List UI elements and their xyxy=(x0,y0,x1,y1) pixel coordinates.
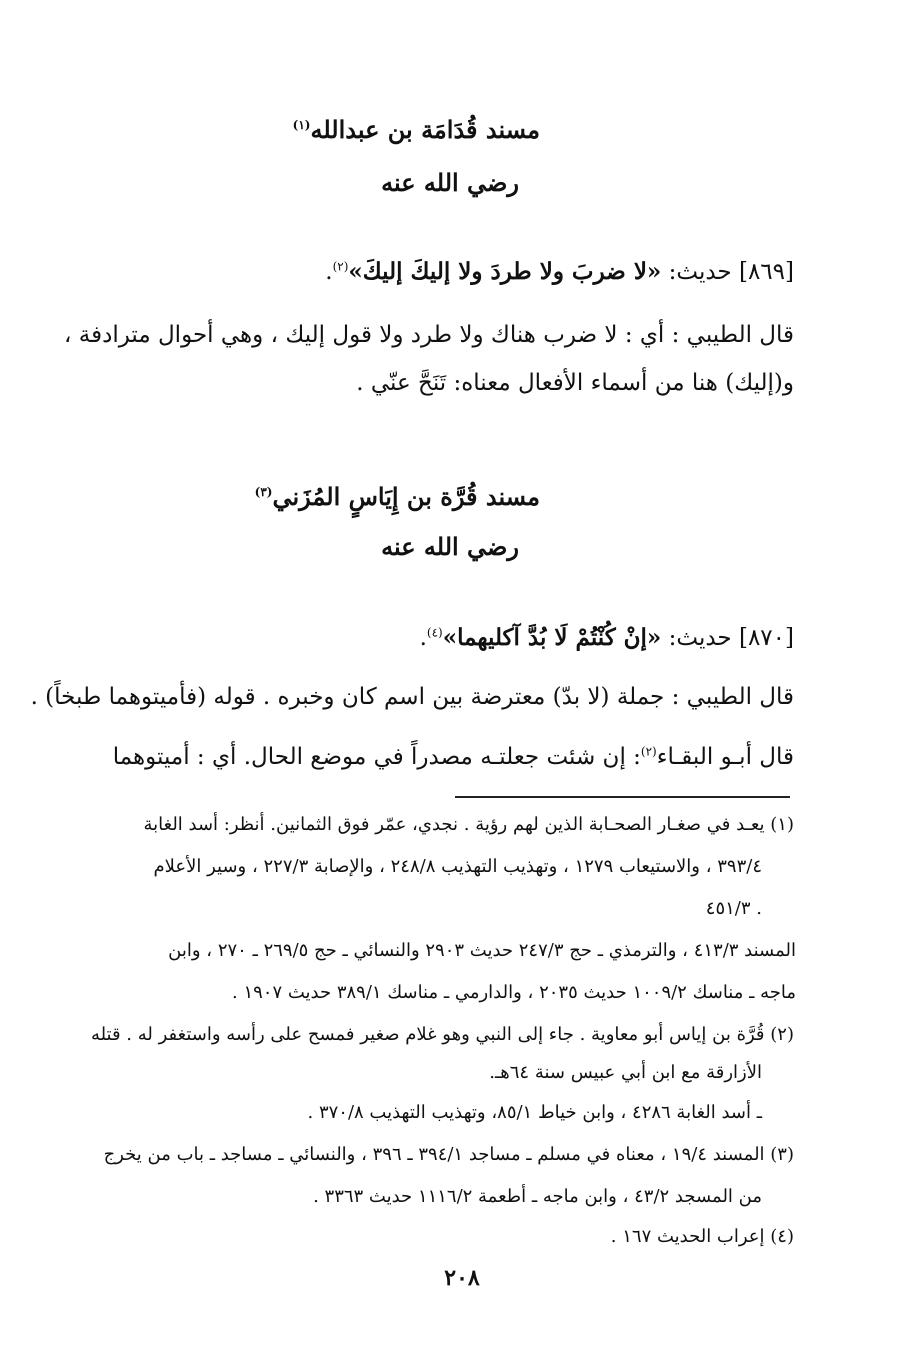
hadith-end: . xyxy=(325,259,333,285)
section-title: مسند قُدَامَة بن عبدالله xyxy=(310,115,540,144)
hadith-end: . xyxy=(419,625,427,651)
footnote-line: ـ أسد الغابة ٤٢٨٦ ، وابن خياط ٨٥/١، وتهذيب التهذيب ٣٧٠/٨ . xyxy=(307,1102,762,1123)
hadith-label: حديث: xyxy=(668,625,732,651)
hadith-869 xyxy=(325,258,794,285)
footnote-line: (٣) المسند ١٩/٤ ، معناه في مسلم ـ مساجد ٣٩٤/١ ـ ٣٩٦ ، والنسائي ـ مساجد ـ باب من يخرج xyxy=(103,1144,794,1165)
footnote-mark: (٤) xyxy=(426,625,443,640)
footnote-mark: (١) xyxy=(292,118,311,132)
footnote-separator xyxy=(455,796,790,798)
footnote-line: (١) يعـد في صغـار الصحـابة الذين لهم رؤية . نجدي، عمّر فوق الثمانين. أنظر: أسد الغابة xyxy=(143,814,794,835)
footnote-line: من المسجد ٤٣/٢ ، وابن ماجه ـ أطعمة ١١١٦/٢ حديث ٣٣٦٣ . xyxy=(313,1186,762,1207)
commentary-line: و(إليك) هنا من أسماء الأفعال معناه: تَنَحَّ عنّي . xyxy=(356,370,794,396)
commentary-text: : إن شئت جعلتـه مصدراً في موضع الحال. أي : أميتوهما xyxy=(112,744,641,770)
footnote-line: المسند ٤١٣/٣ ، والترمذي ـ حج ٢٤٧/٣ حديث ٢٩٠٣ والنسائي ـ حج ٢٦٩/٥ ـ ٢٧٠ ، وابن xyxy=(168,940,796,961)
hadith-number: [٨٧٠] xyxy=(738,625,794,651)
hadith-870 xyxy=(420,624,794,651)
footnote-mark: (٢) xyxy=(640,744,657,759)
footnote-line: ٤٥١/٣ . xyxy=(705,898,762,919)
footnote-line: ماجه ـ مناسك ١٠٠٩/٢ حديث ٢٠٣٥ ، والدارمي ـ مناسك ٣٨٩/١ حديث ١٩٠٧ . xyxy=(232,982,796,1003)
commentary-line: قال الطيبي : جملة (لا بدّ) معترضة بين اسم كان وخبره . قوله (فأميتوهما طبخاً) . xyxy=(30,684,794,710)
hadith-text: «إنْ كُنْتُمْ لَا بُدَّ آكليهما» xyxy=(442,624,662,651)
footnote-line: (٢) قُرَّة بن إياس أبو معاوية . جاء إلى النبي وهو غلام صغير فمسح على رأسه واستغفر له . قتله xyxy=(90,1024,794,1045)
commentary-line: قال الطيبي : أي : لا ضرب هناك ولا طرد ولا قول إليك ، وهي أحوال مترادفة ، xyxy=(64,322,794,348)
commentary-text: قال أبـو البقـاء xyxy=(656,744,794,770)
section-heading-qudama xyxy=(293,115,540,144)
hadith-number: [٨٦٩] xyxy=(738,259,794,285)
section-title: مسند قُرَّة بن إِيَاسٍ المُزَني xyxy=(272,482,540,511)
footnote-line: ٣٩٣/٤ ، والاستيعاب ١٢٧٩ ، وتهذيب التهذيب ٢٤٨/٨ ، والإصابة ٢٢٧/٣ ، وسير الأعلام xyxy=(153,856,762,877)
footnote-mark: (٣) xyxy=(254,485,273,499)
footnote-mark: (٢) xyxy=(332,259,349,274)
hadith-text: «لا ضربَ ولا طردَ ولا إليكَ إليكَ» xyxy=(348,258,662,285)
footnote-line: الأزارقة مع ابن أبي عبيس سنة ٦٤هـ. xyxy=(489,1062,762,1083)
section-subtitle-qudama: رضي الله عنه xyxy=(381,168,519,197)
hadith-label: حديث: xyxy=(668,259,732,285)
section-subtitle-qurra: رضي الله عنه xyxy=(381,532,519,561)
page-number: ٢٠٨ xyxy=(444,1265,480,1291)
commentary-line xyxy=(76,744,794,770)
section-heading-qurra xyxy=(255,482,540,511)
footnote-line: (٤) إعراب الحديث ١٦٧ . xyxy=(610,1226,794,1247)
